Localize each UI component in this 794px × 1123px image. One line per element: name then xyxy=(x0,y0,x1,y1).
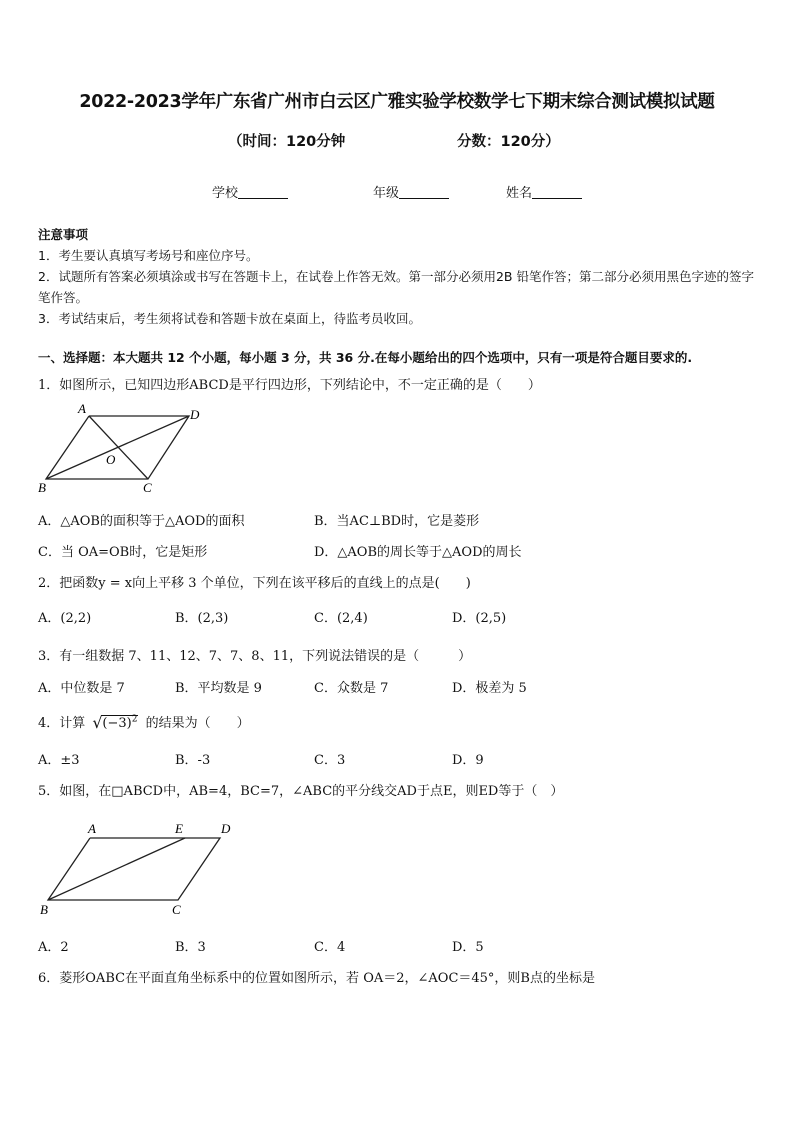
label-c: C xyxy=(172,902,181,917)
label-b: B xyxy=(40,902,48,917)
q5-option-d: D．5 xyxy=(452,940,484,955)
q4-stem xyxy=(38,712,250,731)
q1-stem: 1．如图所示，已知四边形ABCD是平行四边形，下列结论中，不一定正确的是（ ） xyxy=(38,378,541,393)
school-field xyxy=(212,182,288,201)
q3-stem: 3．有一组数据 7、11、12、7、7、8、11，下列说法错误的是（ ） xyxy=(38,649,472,664)
q1-option-a: A．△AOB的面积等于△AOD的面积 xyxy=(38,514,245,529)
exam-title: 2022-2023学年广东省广州市白云区广雅实验学校数学七下期末综合测试模拟试题 xyxy=(79,92,715,112)
label-d: D xyxy=(190,407,200,422)
q5-option-c: C．4 xyxy=(314,940,346,955)
q4-option-d: D．9 xyxy=(452,753,484,768)
grade-blank xyxy=(399,186,449,199)
q1-option-c: C．当 OA=OB时，它是矩形 xyxy=(38,545,208,560)
q4-option-a: A．±3 xyxy=(38,753,80,768)
exponent: 2 xyxy=(131,714,138,725)
grade-label: 年级 xyxy=(373,186,400,201)
label-d: D xyxy=(221,821,231,836)
q1-option-b: B．当AC⊥BD时，它是菱形 xyxy=(314,514,480,529)
q5-option-b: B．3 xyxy=(175,940,206,955)
school-label: 学校 xyxy=(212,186,239,201)
note-item: 3．考试结束后，考生须将试卷和答题卡放在桌面上，待监考员收回。 xyxy=(38,311,421,326)
name-label: 姓名 xyxy=(506,186,533,201)
q4-option-c: C．3 xyxy=(314,753,346,768)
exam-score: 分数：120分） xyxy=(457,134,560,150)
q4-option-b: B．-3 xyxy=(175,753,211,768)
grade-field xyxy=(373,182,449,201)
label-o: O xyxy=(106,452,116,467)
q3-option-d: D．极差为 5 xyxy=(452,681,527,696)
section-heading: 一、选择题：本大题共 12 个小题，每小题 3 分，共 36 分.在每小题给出的四个选项中，只有一项是符合题目要求的. xyxy=(38,350,693,365)
q1-figure xyxy=(34,398,214,498)
sqrt-expression xyxy=(92,712,138,732)
q5-stem: 5．如图，在□ABCD中，AB=4，BC=7，∠ABC的平分线交AD于点E，则ED等于（ ） xyxy=(38,784,564,799)
q3-option-b: B．平均数是 9 xyxy=(175,681,262,696)
label-b: B xyxy=(38,480,46,495)
q1-option-d: D．△AOB的周长等于△AOD的周长 xyxy=(314,545,522,560)
q3-option-a: A．中位数是 7 xyxy=(38,681,125,696)
q6-stem: 6．菱形OABC在平面直角坐标系中的位置如图所示，若 OA＝2，∠AOC＝45°，则B点的坐标是 xyxy=(38,971,595,986)
q2-option-a: A．(2,2) xyxy=(38,611,92,626)
q5-figure xyxy=(34,818,244,920)
q2-stem: 2．把函数y = x向上平移 3 个单位，下列在该平移后的直线上的点是( ) xyxy=(38,576,471,591)
q5-option-a: A．2 xyxy=(38,940,69,955)
q3-option-c: C．众数是 7 xyxy=(314,681,389,696)
parallelogram-abcd xyxy=(48,838,220,900)
name-blank xyxy=(532,186,582,199)
notes-block xyxy=(38,224,758,329)
q2-option-b: B．(2,3) xyxy=(175,611,229,626)
q4-stem-pre: 4．计算 xyxy=(38,716,86,731)
radical-icon: √ xyxy=(92,712,103,732)
label-c: C xyxy=(143,480,152,495)
radicand-text: (−3) xyxy=(102,716,132,731)
q2-option-d: D．(2,5) xyxy=(452,611,507,626)
note-item: 1．考生要认真填写考场号和座位序号。 xyxy=(38,248,259,263)
q2-option-c: C．(2,4) xyxy=(314,611,368,626)
note-item: 2．试题所有答案必须填涂或书写在答题卡上，在试卷上作答无效。第一部分必须用2B 铅笔作答；第二部分必须用黑色字迹的签字笔作答。 xyxy=(38,269,754,305)
label-a: A xyxy=(78,401,86,416)
label-e: E xyxy=(175,821,183,836)
notes-heading: 注意事项 xyxy=(38,227,89,242)
exam-time: （时间：120分钟 xyxy=(228,134,346,150)
school-blank xyxy=(238,186,288,199)
q4-stem-post: 的结果为（ ） xyxy=(145,716,250,731)
name-field xyxy=(506,182,582,201)
label-a: A xyxy=(88,821,96,836)
radicand xyxy=(101,715,138,731)
